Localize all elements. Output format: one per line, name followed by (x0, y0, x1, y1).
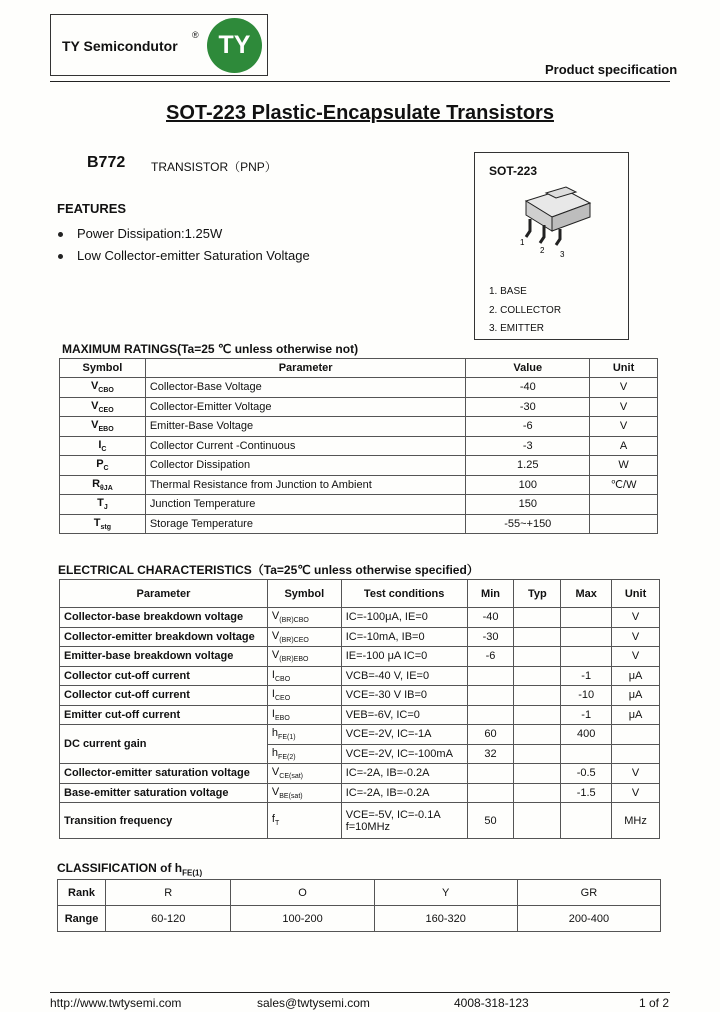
condition-cell: VCE=-30 V IB=0 (341, 686, 467, 706)
parameter-cell: Emitter cut-off current (60, 705, 268, 725)
table-row (60, 647, 660, 667)
unit-cell (590, 514, 658, 534)
symbol-cell: $I_{EBO}$ (267, 705, 341, 725)
condition-cell: IC=-2A, IB=-0.2A (341, 783, 467, 803)
symbol-cell: $I_C$ (60, 436, 146, 456)
table-row (60, 627, 660, 647)
symbol-cell: $I_{CBO}$ (267, 666, 341, 686)
col-symbol: Symbol (267, 580, 341, 608)
condition-cell: IC=-100μA, IE=0 (341, 608, 467, 628)
unit-cell: V (612, 608, 660, 628)
parameter-cell: Collector-Base Voltage (145, 378, 466, 398)
unit-cell: V (590, 378, 658, 398)
parameter-cell: Collector-base breakdown voltage (60, 608, 268, 628)
table-row (60, 514, 658, 534)
pin-3: 3. EMITTER (489, 323, 545, 334)
footer-page: 1 of 2 (639, 996, 670, 1010)
min-cell: -6 (467, 647, 514, 667)
value-cell: -6 (466, 417, 590, 437)
spec-label: Product specification (545, 62, 678, 77)
symbol-cell: $V_{(BR)CBO}$ (267, 608, 341, 628)
max-cell (561, 627, 612, 647)
pin-list (489, 283, 561, 339)
condition-cell: IE=-100 μA IC=0 (341, 647, 467, 667)
typ-cell (514, 647, 561, 667)
col-unit: Unit (590, 359, 658, 378)
unit-cell: V (612, 647, 660, 667)
table-row: Transition frequency $f_T$ VCE=-5V, IC=-0.1A f=10MHz 50 MHz (60, 803, 660, 839)
ty-logo-icon: TY (207, 18, 262, 73)
symbol-cell: $V_{CBO}$ (60, 378, 146, 398)
table-row (60, 417, 658, 437)
max-cell: -1 (561, 666, 612, 686)
table-header-row (60, 580, 660, 608)
max-cell: -1 (561, 705, 612, 725)
max-ratings-heading: MAXIMUM RATINGS(Ta=25 ℃ unless otherwise not) (62, 342, 359, 356)
table-row (60, 686, 660, 706)
parameter-cell: Junction Temperature (145, 495, 466, 515)
col-symbol: Symbol (60, 359, 146, 378)
col-parameter: Parameter (145, 359, 466, 378)
condition-cell: VEB=-6V, IC=0 (341, 705, 467, 725)
condition-cell: IC=-10mA, IB=0 (341, 627, 467, 647)
features-heading: FEATURES (57, 201, 127, 216)
part-number: B772 (87, 154, 126, 171)
unit-cell: μA (612, 666, 660, 686)
typ-cell (514, 627, 561, 647)
max-cell (561, 647, 612, 667)
typ-cell (514, 608, 561, 628)
unit-cell: ℃/W (590, 475, 658, 495)
value-cell: -55~+150 (466, 514, 590, 534)
table-row: Range 60-120 100-200 160-320 200-400 (58, 906, 661, 932)
max-cell: -10 (561, 686, 612, 706)
condition-cell: VCB=-40 V, IE=0 (341, 666, 467, 686)
symbol-cell: $V_{(BR)EBO}$ (267, 647, 341, 667)
footer-url[interactable]: http://www.twtysemi.com (50, 996, 182, 1010)
feature-item: Power Dissipation:1.25W (58, 226, 222, 241)
symbol-cell: $T_J$ (60, 495, 146, 515)
table-row (60, 436, 658, 456)
table-row (60, 608, 660, 628)
footer-email[interactable]: sales@twtysemi.com (257, 996, 370, 1010)
typ-cell (514, 666, 561, 686)
parameter-cell: Collector Dissipation (145, 456, 466, 476)
page-title: SOT-223 Plastic-Encapsulate Transistors (166, 102, 554, 124)
col-min: Min (467, 580, 514, 608)
symbol-cell: $P_C$ (60, 456, 146, 476)
unit-cell: V (612, 783, 660, 803)
symbol-cell: $V_{(BR)CEO}$ (267, 627, 341, 647)
symbol-cell: $R_{\theta JA}$ (60, 475, 146, 495)
classification-table (57, 879, 661, 932)
symbol-cell: $I_{CEO}$ (267, 686, 341, 706)
typ-cell (514, 764, 561, 784)
parameter-cell: Storage Temperature (145, 514, 466, 534)
table-row (60, 495, 658, 515)
col-unit: Unit (612, 580, 660, 608)
parameter-cell: Collector cut-off current (60, 666, 268, 686)
col-value: Value (466, 359, 590, 378)
footer-phone: 4008-318-123 (454, 996, 529, 1010)
parameter-cell: Collector Current -Continuous (145, 436, 466, 456)
table-row (60, 764, 660, 784)
unit-cell: A (590, 436, 658, 456)
sot223-package-icon (514, 183, 604, 263)
min-cell (467, 686, 514, 706)
value-cell: 1.25 (466, 456, 590, 476)
table-row (60, 378, 658, 398)
parameter-cell: Emitter-Base Voltage (145, 417, 466, 437)
table-row (60, 705, 660, 725)
parameter-cell: Emitter-base breakdown voltage (60, 647, 268, 667)
package-name: SOT-223 (489, 164, 538, 178)
parameter-cell: Collector-emitter breakdown voltage (60, 627, 268, 647)
part-description: TRANSISTOR（PNP） (151, 160, 277, 174)
symbol-cell: $V_{EBO}$ (60, 417, 146, 437)
unit-cell: V (590, 397, 658, 417)
table-row (60, 666, 660, 686)
condition-cell: IC=-2A, IB=-0.2A (341, 764, 467, 784)
col-parameter: Parameter (60, 580, 268, 608)
symbol-cell: $V_{CEO}$ (60, 397, 146, 417)
table-row (60, 783, 660, 803)
min-cell (467, 783, 514, 803)
table-row (60, 456, 658, 476)
electrical-table (59, 579, 660, 839)
max-cell (561, 608, 612, 628)
pin-2: 2. COLLECTOR (489, 304, 562, 316)
symbol-cell: $V_{BE(sat)}$ (267, 783, 341, 803)
table-row (60, 397, 658, 417)
value-cell: 100 (466, 475, 590, 495)
unit-cell (590, 495, 658, 515)
value-cell: -30 (466, 397, 590, 417)
table-row: DC current gain $h_{FE(1)}$ VCE=-2V, IC=-1A 60 400 (60, 725, 660, 745)
unit-cell: μA (612, 686, 660, 706)
unit-cell: W (590, 456, 658, 476)
parameter-cell: Collector-emitter saturation voltage (60, 764, 268, 784)
table-row: Rank R O Y GR (58, 880, 661, 906)
max-ratings-table (59, 358, 658, 534)
table-row: $h_{FE(2)}$ VCE=-2V, IC=-100mA 32 (60, 744, 660, 764)
max-cell: -0.5 (561, 764, 612, 784)
value-cell: 150 (466, 495, 590, 515)
pin-number-1: 1 (520, 238, 525, 247)
col-test-conditions: Test conditions (341, 580, 467, 608)
pin-number-3: 3 (560, 250, 565, 259)
parameter-cell: Collector cut-off current (60, 686, 268, 706)
value-cell: -40 (466, 378, 590, 398)
bullet-icon (58, 232, 63, 237)
parameter-cell: Base-emitter saturation voltage (60, 783, 268, 803)
max-cell: -1.5 (561, 783, 612, 803)
min-cell (467, 705, 514, 725)
footer-divider (50, 992, 670, 993)
header-divider (50, 81, 670, 82)
classification-heading: CLASSIFICATION of $h_{FE(1)}$ (57, 861, 203, 878)
table-header-row (60, 359, 658, 378)
min-cell: -40 (467, 608, 514, 628)
typ-cell (514, 686, 561, 706)
symbol-cell: $T_{stg}$ (60, 514, 146, 534)
parameter-cell: Collector-Emitter Voltage (145, 397, 466, 417)
min-cell: -30 (467, 627, 514, 647)
bullet-icon (58, 254, 63, 259)
unit-cell: V (612, 764, 660, 784)
value-cell: -3 (466, 436, 590, 456)
pin-1: 1. BASE (489, 286, 527, 297)
min-cell (467, 764, 514, 784)
parameter-cell: Thermal Resistance from Junction to Ambient (145, 475, 466, 495)
typ-cell (514, 705, 561, 725)
electrical-heading: ELECTRICAL CHARACTERISTICS（Ta=25℃ unless otherwise specified） (58, 563, 479, 577)
company-name: TY Semicondutor (62, 38, 178, 54)
feature-item: Low Collector-emitter Saturation Voltage (58, 248, 310, 263)
table-row (60, 475, 658, 495)
col-typ: Typ (514, 580, 561, 608)
pin-number-2: 2 (540, 246, 545, 255)
col-max: Max (561, 580, 612, 608)
min-cell (467, 666, 514, 686)
typ-cell (514, 783, 561, 803)
unit-cell: V (590, 417, 658, 437)
symbol-cell: $V_{CE(sat)}$ (267, 764, 341, 784)
unit-cell: μA (612, 705, 660, 725)
registered-mark: ® (192, 30, 199, 40)
unit-cell: V (612, 627, 660, 647)
